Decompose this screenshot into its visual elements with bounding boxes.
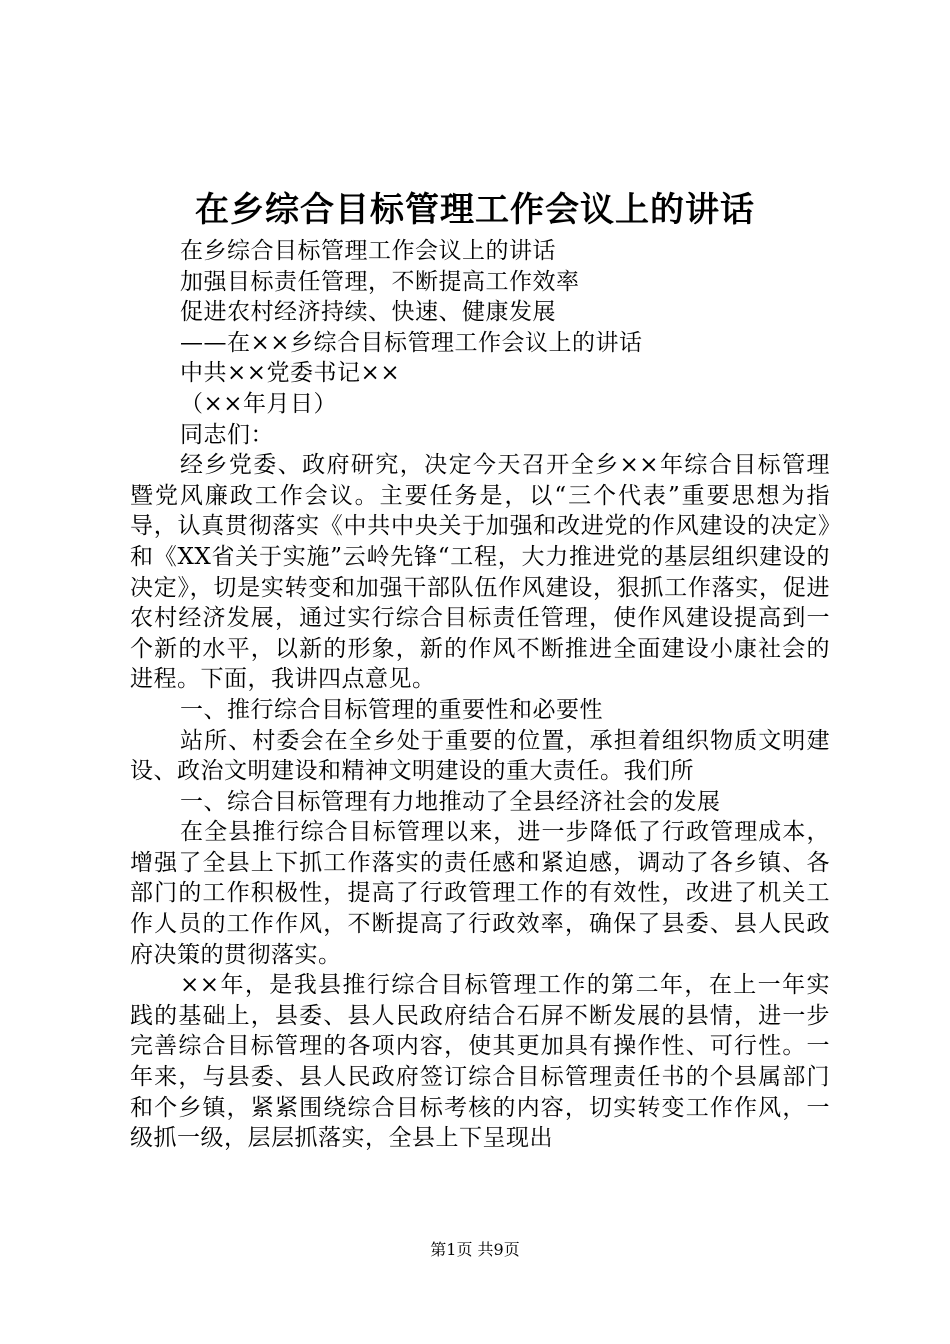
header-line-slogan-1: 加强目标责任管理，不断提高工作效率 [180, 268, 580, 295]
paragraph-county: 在全县推行综合目标管理以来，进一步降低了行政管理成本，增强了全县上下抓工作落实的责任感和紧迫感，调动了各乡镇、各部门的工作积极性，提高了行政管理工作的有效性，改进了机关工作人员的工作作风，不断提高了行政效率，确保了县委、县人民政府决策的贯彻落实。 [130, 819, 830, 968]
paragraph-year: ××年，是我县推行综合目标管理工作的第二年，在上一年实践的基础上，县委、县人民政府结合石屏不断发展的县情，进一步完善综合目标管理的各项内容，使其更加具有操作性、可行性。一年来，与县委、县人民政府签订综合目标管理责任书的个县属部门和个乡镇，紧紧围绕综合目标考核的内容，切实转变工作作风，一级抓一级，层层抓落实，全县上下呈现出 [130, 972, 830, 1152]
section-heading-1b: 一、综合目标管理有力地推动了全县经济社会的发展 [180, 788, 721, 815]
document-body [130, 236, 830, 1154]
header-line-slogan-2: 促进农村经济持续、快速、健康发展 [180, 299, 556, 326]
header-line-salutation: 同志们： [180, 421, 274, 448]
paragraph-intro: 经乡党委、政府研究，决定今天召开全乡××年综合目标管理暨党风廉政工作会议。主要任务是，以“三个代表”重要思想为指导，认真贯彻落实《中共中央关于加强和改进党的作风建设的决定》和《XX省关于实施”云岭先锋“工程，大力推进党的基层组织建设的决定》，切是实转变和加强干部队伍作风建设，狠抓工作落实，促进农村经济发展，通过实行综合目标责任管理，使作风建设提高到一个新的水平，以新的形象，新的作风不断推进全面建设小康社会的进程。下面，我讲四点意见。 [130, 452, 830, 693]
paragraph-stations: 站所、村委会在全乡处于重要的位置，承担着组织物质文明建设、政治文明建设和精神文明建设的重大责任。我们所 [130, 727, 830, 785]
header-line-subtitle: ——在××乡综合目标管理工作会议上的讲话 [180, 329, 643, 356]
document-title: 在乡综合目标管理工作会议上的讲话 [195, 190, 755, 230]
section-heading-1: 一、推行综合目标管理的重要性和必要性 [180, 696, 603, 723]
header-line-title: 在乡综合目标管理工作会议上的讲话 [180, 238, 556, 264]
header-line-speaker: 中共××党委书记×× [180, 360, 401, 387]
header-line-date: （××年月日） [180, 390, 338, 417]
page-footer: 第1页 共9页 [430, 1240, 520, 1259]
